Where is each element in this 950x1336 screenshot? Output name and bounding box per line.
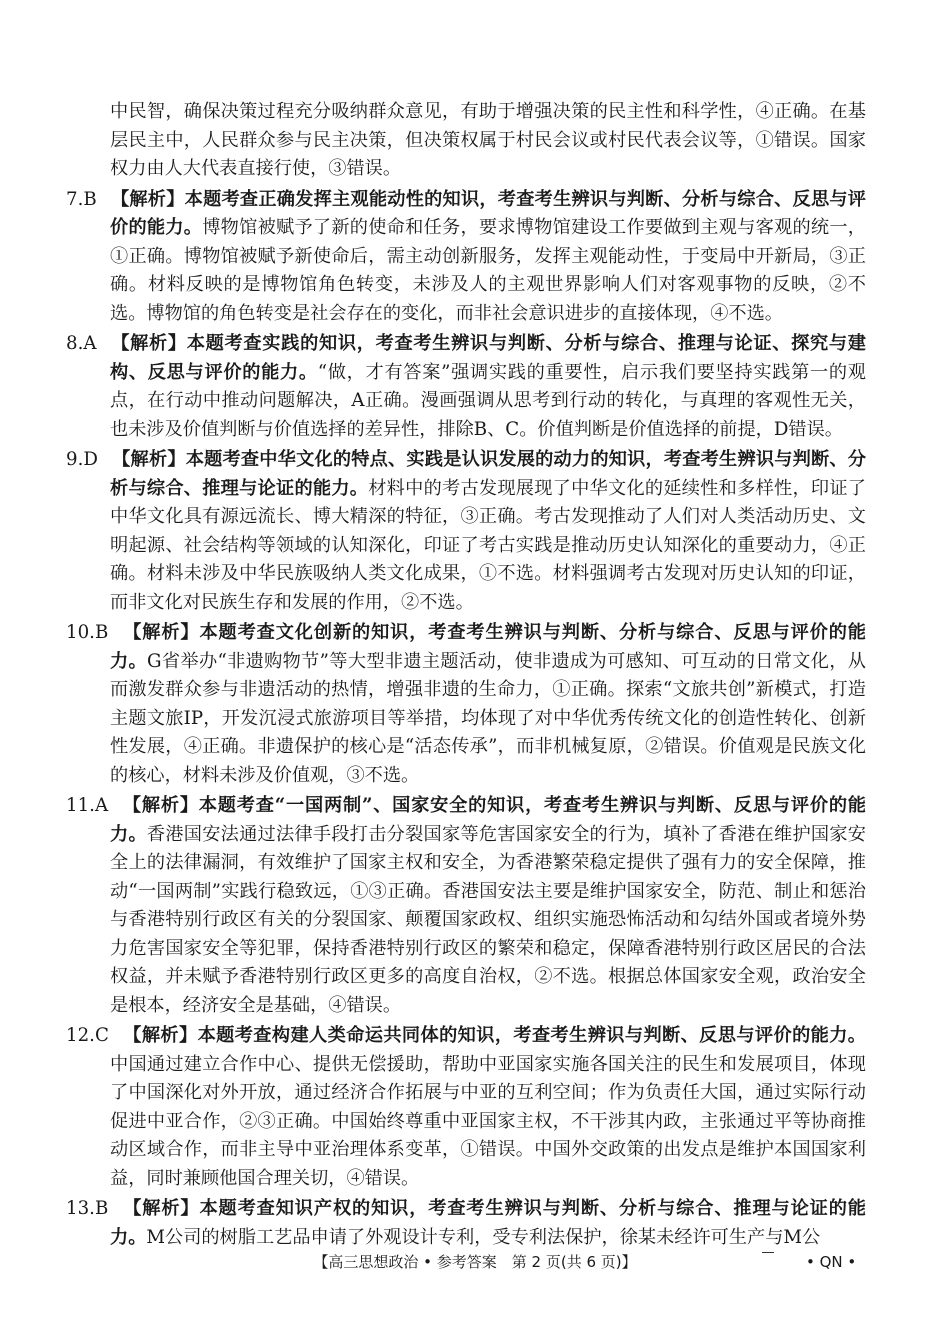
item-answer: D <box>83 449 98 470</box>
answer-item-11 <box>66 792 866 1020</box>
item-answer: B <box>83 188 97 210</box>
answer-content <box>66 98 866 1252</box>
item-number: 13. <box>66 1198 95 1219</box>
item-number: 10. <box>66 622 95 643</box>
page-footer <box>0 1248 950 1272</box>
item-body: “做，才有答案”强调实践的重要性，启示我们要坚持实践第一的观点，在行动中推动问题解决，A正确。漫画强调从思考到行动的转化，与真理的客观性无关，也未涉及价值判断与价值选择的差异性，排除B、C。价值判断是价值选择的前提，D错误。 <box>110 361 866 440</box>
item-answer: A <box>83 333 97 354</box>
item-number: 7. <box>66 188 84 210</box>
item-head: 【解析】本题考查知识产权的知识，考查考生辨识与判断、分析与综合、推理与论证的能力。 <box>110 1198 866 1248</box>
item-answer: B <box>94 622 109 643</box>
answer-item-10 <box>66 619 866 790</box>
footer-code: • QN • <box>806 1253 857 1271</box>
item-body: 材料中的考古发现展现了中华文化的延续性和多样性，印证了中华文化具有源远流长、博大精深的特征，③正确。考古发现推动了人们对人类活动历史、文明起源、社会结构等领域的认知深化，印证了考古实践是推动历史认知深化的重要动力，④正确。材料未涉及中华民族吸纳人类文化成果，①不选。材料强调考古发现对历史认知的印证，而非文化对民族生存和发展的作用，②不选。 <box>110 477 866 613</box>
answer-item-8 <box>66 330 866 444</box>
item-head: 【解析】本题考查中华文化的特点、实践是认识发展的动力的知识，考查考生辨识与判断、分析与综合、推理与论证的能力。 <box>110 449 866 499</box>
item-answer: C <box>94 1025 109 1046</box>
item-number: 12. <box>66 1025 95 1046</box>
item-head: 【解析】本题考查实践的知识，考查考生辨识与判断、分析与综合、推理与论证、探究与建构、反思与评价的能力。 <box>110 333 866 383</box>
item-body: 中国通过建立合作中心、提供无偿援助，帮助中亚国家实施各国关注的民生和发展项目，体现了中国深化对外开放，通过经济合作拓展与中亚的互利空间；作为负责任大国，通过实际行动促进中亚合作，②③正确。中国始终尊重中亚国家主权，不干涉其内政，主张通过平等协商推动区域合作，而非主导中亚治理体系变革，①错误。中国外交政策的出发点是维护本国国家利益，同时兼顾他国合理关切，④错误。 <box>110 1053 866 1189</box>
item-body: 博物馆被赋予了新的使命和任务，要求博物馆建设工作要做到主观与客观的统一，①正确。博物馆被赋予新使命后，需主动创新服务，发挥主观能动性，于变局中开新局，③正确。材料反映的是博物馆角色转变，未涉及人的主观世界影响人们对客观事物的反映，②不选。博物馆的角色转变是社会存在的变化，而非社会意识进步的直接体现，④不选。 <box>110 217 866 324</box>
item-body: 香港国安法通过法律手段打击分裂国家等危害国家安全的行为，填补了香港在维护国家安全上的法律漏洞，有效维护了国家主权和安全，为香港繁荣稳定提供了强有力的安全保障，推动“一国两制”实践行稳致远，①③正确。香港国安法主要是维护国家安全，防范、制止和惩治与香港特别行政区有关的分裂国家、颠覆国家政权、组织实施恐怖活动和勾结外国或者境外势力危害国家安全等犯罪，保持香港特别行政区的繁荣和稳定，保障香港特别行政区居民的合法权益，并未赋予香港特别行政区更多的高度自治权，②不选。根据总体国家安全观，政治安全是根本，经济安全是基础，④错误。 <box>110 823 866 1016</box>
item-answer: A <box>94 795 109 816</box>
footer-page-info: 【高三思想政治 • 参考答案 第 2 页(共 6 页)】 <box>313 1253 637 1271</box>
item-head: 【解析】本题考查构建人类命运共同体的知识，考查考生辨识与判断、反思与评价的能力。 <box>122 1025 866 1046</box>
item-number: 11. <box>66 795 95 816</box>
item-number: 8. <box>66 333 84 354</box>
footer-dash <box>762 1252 774 1253</box>
item-head: 【解析】本题考查文化创新的知识，考查考生辨识与判断、分析与综合、反思与评价的能力。 <box>110 622 866 672</box>
answer-item-12 <box>66 1022 866 1193</box>
intro-paragraph: 中民智，确保决策过程充分吸纳群众意见，有助于增强决策的民主性和科学性，④正确。在基层民主中，人民群众参与民主决策，但决策权属于村民会议或村民代表会议等，①错误。国家权力由人大代表直接行使，③错误。 <box>110 101 866 179</box>
item-body: M公司的树脂工艺品申请了外观设计专利，受专利法保护，徐某未经许可生产与M公 <box>146 1226 821 1248</box>
answer-item-7 <box>66 186 866 329</box>
answer-item-9 <box>66 446 866 617</box>
item-answer: B <box>94 1198 109 1219</box>
answer-item-13 <box>66 1195 866 1252</box>
item-head: 【解析】本题考查正确发挥主观能动性的知识，考查考生辨识与判断、分析与综合、反思与评价的能力。 <box>110 188 866 238</box>
item-number: 9. <box>66 449 84 470</box>
item-head: 【解析】本题考查“一国两制”、国家安全的知识，考查考生辨识与判断、反思与评价的能力。 <box>110 795 866 845</box>
item-body: G省举办“非遗购物节”等大型非遗主题活动，使非遗成为可感知、可互动的日常文化，从而激发群众参与非遗活动的热情，增强非遗的生命力，①正确。探索“文旅共创”新模式，打造主题文旅IP，开发沉浸式旅游项目等举措，均体现了对中华优秀传统文化的创造性转化、创新性发展，④正确。非遗保护的核心是“活态传承”，而非机械复原，②错误。价值观是民族文化的核心，材料未涉及价值观，③不选。 <box>110 650 866 786</box>
